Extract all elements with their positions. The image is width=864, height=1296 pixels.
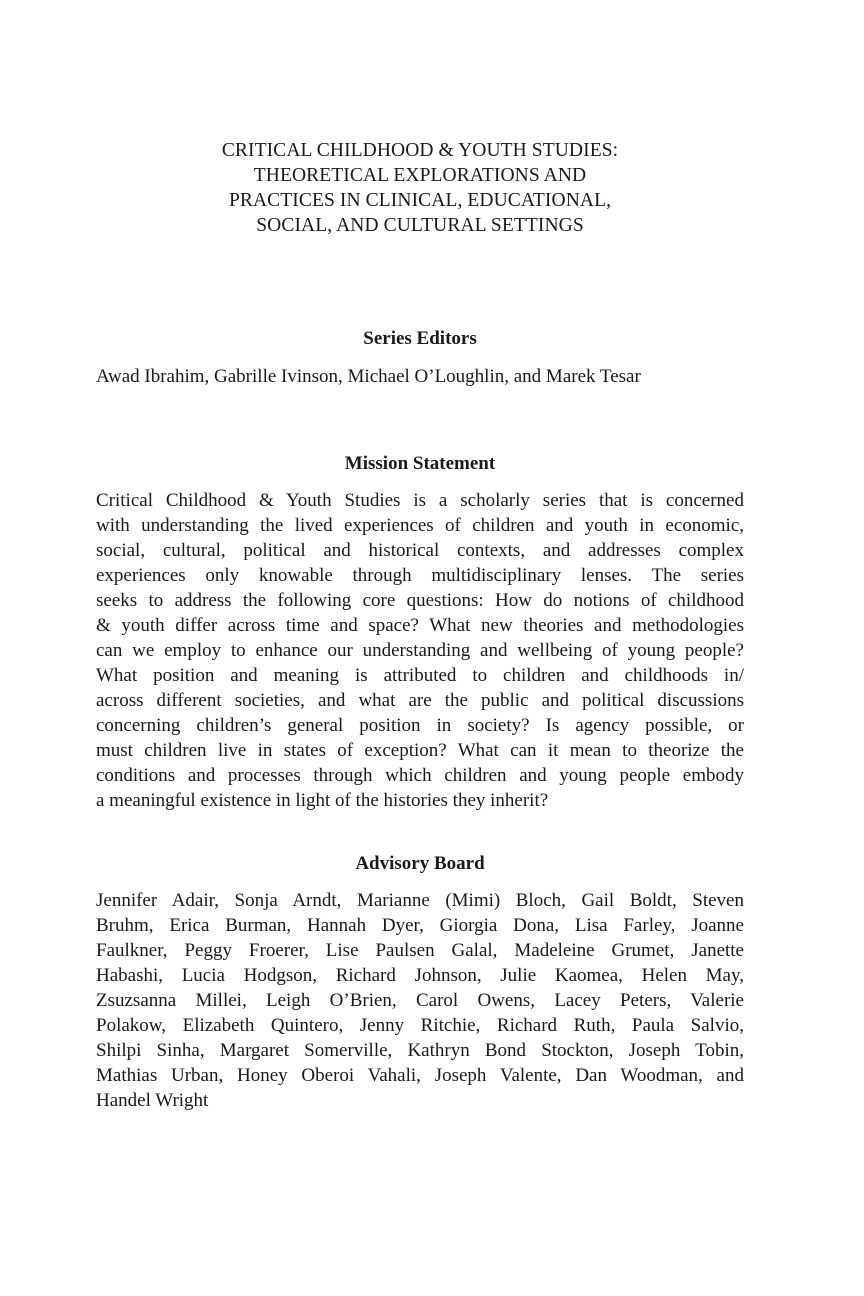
- advisory-line: Habashi, Lucia Hodgson, Richard Johnson, Julie Kaomea, Helen May,: [96, 965, 744, 986]
- mission-line: must children live in states of exception? What can it mean to theorize the: [96, 740, 744, 761]
- advisory-line: Jennifer Adair, Sonja Arndt, Marianne (Mimi) Bloch, Gail Boldt, Steven: [96, 890, 744, 911]
- series-title: [96, 138, 744, 238]
- series-title-line: SOCIAL, AND CULTURAL SETTINGS: [256, 215, 584, 236]
- advisory-line: Mathias Urban, Honey Oberoi Vahali, Joseph Valente, Dan Woodman, and: [96, 1065, 744, 1086]
- mission-statement-heading: Mission Statement: [344, 453, 496, 474]
- mission-line: across different societies, and what are the public and political discussions: [96, 690, 744, 711]
- advisory-line: Zsuzsanna Millei, Leigh O’Brien, Carol Owens, Lacey Peters, Valerie: [96, 990, 744, 1011]
- mission-line: can we employ to enhance our understanding and wellbeing of young people?: [96, 640, 744, 661]
- advisory-line: Faulkner, Peggy Froerer, Lise Paulsen Galal, Madeleine Grumet, Janette: [96, 940, 744, 961]
- series-title-line: PRACTICES IN CLINICAL, EDUCATIONAL,: [228, 190, 612, 211]
- advisory-line: Handel Wright: [96, 1090, 209, 1111]
- mission-line: conditions and processes through which children and young people embody: [96, 765, 744, 786]
- mission-line: concerning children’s general position in society? Is agency possible, or: [96, 715, 744, 736]
- book-page: [96, 0, 744, 1296]
- advisory-board-names: [96, 888, 744, 1113]
- series-title-line: CRITICAL CHILDHOOD & YOUTH STUDIES:: [221, 140, 619, 161]
- advisory-line: Shilpi Sinha, Margaret Somerville, Kathryn Bond Stockton, Joseph Tobin,: [96, 1040, 744, 1061]
- mission-line: What position and meaning is attributed to children and childhoods in/: [96, 665, 744, 686]
- mission-line: experiences only knowable through multidisciplinary lenses. The series: [96, 565, 744, 586]
- series-editors-names: Awad Ibrahim, Gabrille Ivinson, Michael O’Loughlin, and Marek Tesar: [96, 366, 641, 387]
- mission-line: seeks to address the following core questions: How do notions of childhood: [96, 590, 744, 611]
- advisory-line: Polakow, Elizabeth Quintero, Jenny Ritchie, Richard Ruth, Paula Salvio,: [96, 1015, 744, 1036]
- series-title-line: THEORETICAL EXPLORATIONS AND: [253, 165, 587, 186]
- mission-line: with understanding the lived experiences of children and youth in economic,: [96, 515, 744, 536]
- advisory-board-heading: Advisory Board: [355, 853, 485, 874]
- mission-line: & youth differ across time and space? What new theories and methodologies: [96, 615, 744, 636]
- mission-statement-text: [96, 488, 744, 813]
- advisory-line: Bruhm, Erica Burman, Hannah Dyer, Giorgia Dona, Lisa Farley, Joanne: [96, 915, 744, 936]
- series-editors-heading: Series Editors: [363, 328, 477, 349]
- mission-line: social, cultural, political and historical contexts, and addresses complex: [96, 540, 744, 561]
- mission-line: a meaningful existence in light of the histories they inherit?: [96, 790, 549, 811]
- mission-line: Critical Childhood & Youth Studies is a scholarly series that is concerned: [96, 490, 744, 511]
